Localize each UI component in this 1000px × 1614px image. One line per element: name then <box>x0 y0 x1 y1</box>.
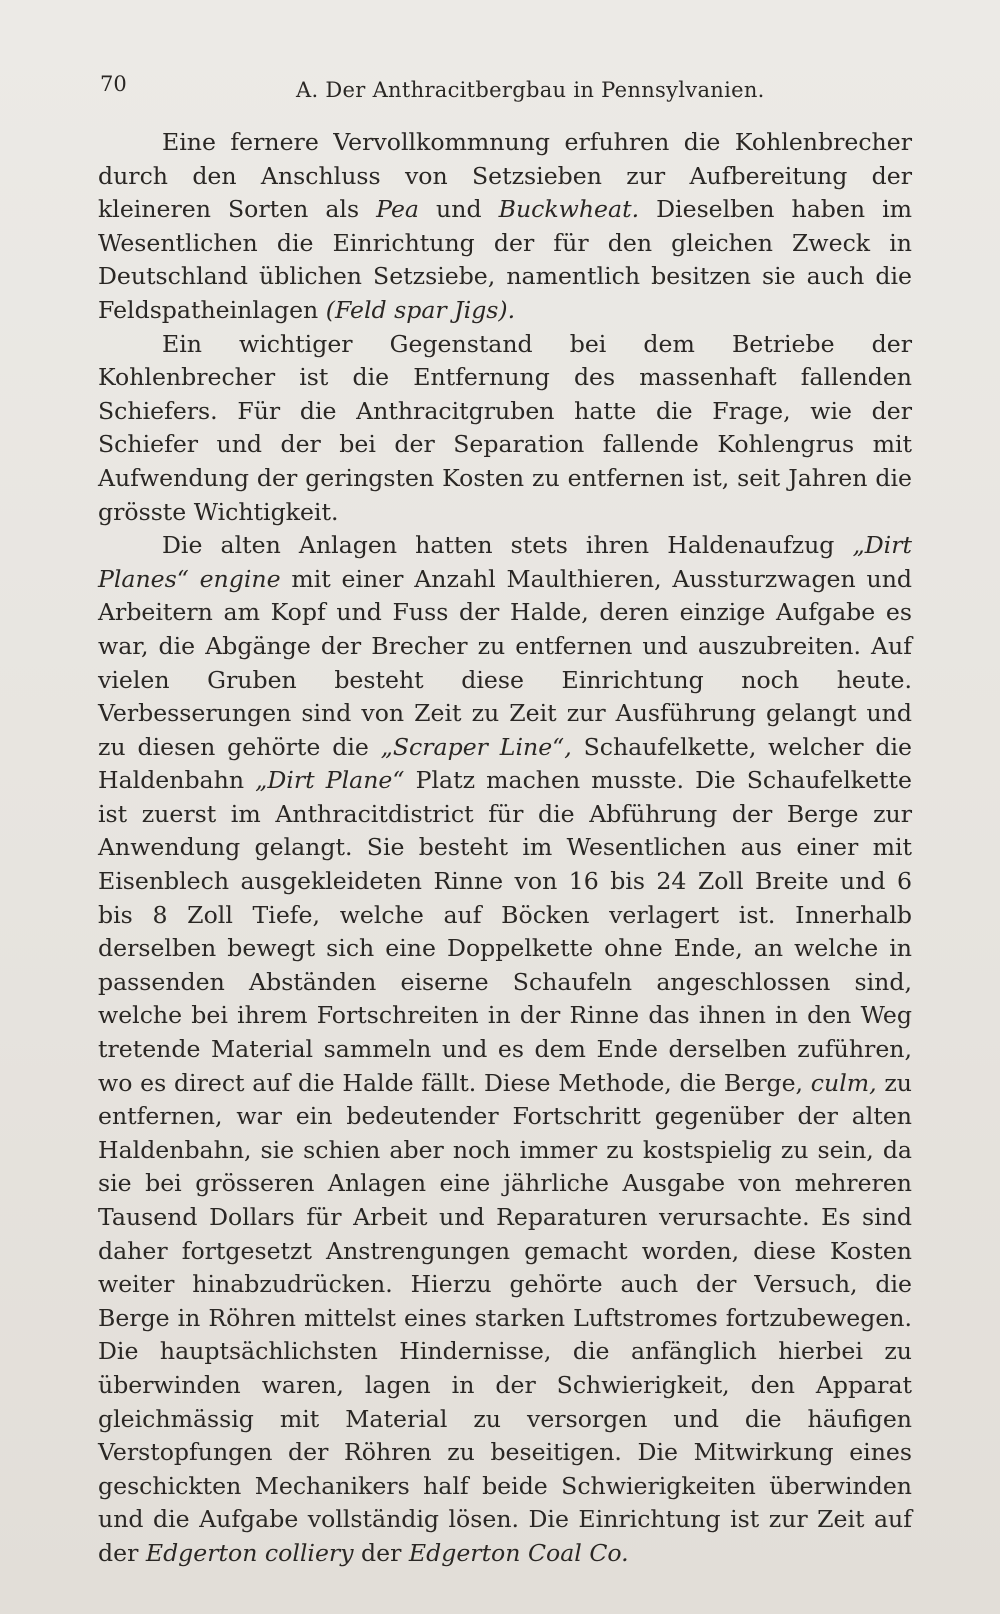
italic-text-run: Pea <box>376 195 419 224</box>
italic-text-run: „Dirt Plane“ <box>255 766 405 795</box>
body-text <box>98 126 912 1571</box>
text-run: Schaufelkette, welcher die Haldenbahn <box>98 732 912 795</box>
italic-text-run: „Scraper Line“, <box>380 732 572 761</box>
paragraph <box>98 328 912 530</box>
text-run: Eine fernere Vervollkommnung erfuhren die Kohlenbrecher durch den Anschluss von Setzsieben zur Aufbereitung der kleineren Sorten als <box>98 128 912 224</box>
italic-text-run: Edgerton colliery <box>145 1538 354 1567</box>
page-number: 70 <box>100 72 127 96</box>
text-run: zu entfernen, war ein bedeutender Fortschritt gegenüber der alten Haldenbahn, sie schien aber noch immer zu kostspielig zu sein, da sie bei grösseren Anlagen eine jährliche Ausgabe von mehreren Tausend Dollars für Arbeit und Reparaturen verursachte. Es sind daher fortgesetzt Anstrengungen gemacht worden, diese Kosten weiter hinabzudrücken. Hierzu gehörte auch der Versuch, die Berge in Röhren mittelst eines starken Luftstromes fortzubewegen. Die hauptsächlichsten Hindernisse, die anfänglich hierbei zu überwinden waren, lagen in der Schwierigkeit, den Apparat gleichmässig mit Material zu versorgen und die häufigen Verstopfungen der Röhren zu beseitigen. Die Mitwirkung eines geschickten Mechanikers half beide Schwierigkeiten überwinden und die Aufgabe vollständig lösen. Die Einrichtung ist zur Zeit auf der <box>98 1068 912 1567</box>
text-run: Dieselben haben im Wesentlichen die Einrichtung der für den gleichen Zweck in Deutschland üblichen Setzsiebe, namentlich besitzen sie auch die Feldspatheinlagen <box>98 195 913 324</box>
italic-text-run: culm, <box>810 1068 877 1097</box>
text-run: der <box>353 1538 409 1567</box>
text-run: Ein wichtiger Gegenstand bei dem Betriebe der Kohlenbrecher ist die Entfernung des massenhaft fallenden Schiefers. Für die Anthracitgruben hatte die Frage, wie der Schiefer und der bei der Separation fallende Kohlengrus mit Aufwendung der geringsten Kosten zu entfernen ist, seit Jahren die grösste Wichtigkeit. <box>98 329 912 526</box>
italic-text-run: (Feld spar Jigs). <box>325 295 516 324</box>
text-run: Die alten Anlagen hatten stets ihren Haldenaufzug <box>162 531 853 560</box>
paragraph <box>98 529 912 1570</box>
page-header <box>100 70 910 110</box>
italic-text-run: Buckwheat. <box>498 195 640 224</box>
italic-text-run: Edgerton Coal Co. <box>408 1538 629 1567</box>
text-run: und <box>419 195 499 224</box>
italic-text-run: „Dirt Planes“ engine <box>98 531 912 593</box>
paragraph <box>98 126 912 328</box>
text-run: mit einer Anzahl Maulthieren, Aussturzwagen und Arbeitern am Kopf und Fuss der Halde, deren einzige Aufgabe es war, die Abgänge der Brecher zu entfernen und auszubreiten. Auf vielen Gruben besteht diese Einrichtung noch heute. Verbesserungen sind von Zeit zu Zeit zur Ausführung gelangt und zu diesen gehörte die <box>98 564 912 761</box>
text-run: Platz machen musste. Die Schaufelkette ist zuerst im Anthracitdistrict für die Abführung der Berge zur Anwendung gelangt. Sie besteht im Wesentlichen aus einer mit Eisenblech ausgekleideten Rinne von 16 bis 24 Zoll Breite und 6 bis 8 Zoll Tiefe, welche auf Böcken verlagert ist. Innerhalb derselben bewegt sich eine Doppelkette ohne Ende, an welche in passenden Abständen eiserne Schaufeln angeschlossen sind, welche bei ihrem Fortschreiten in der Rinne das ihnen in den Weg tretende Material sammeln und es dem Ende derselben zuführen, wo es direct auf die Halde fällt. Diese Methode, die Berge, <box>98 766 912 1097</box>
running-title: A. Der Anthracitbergbau in Pennsylvanien. <box>296 78 765 102</box>
